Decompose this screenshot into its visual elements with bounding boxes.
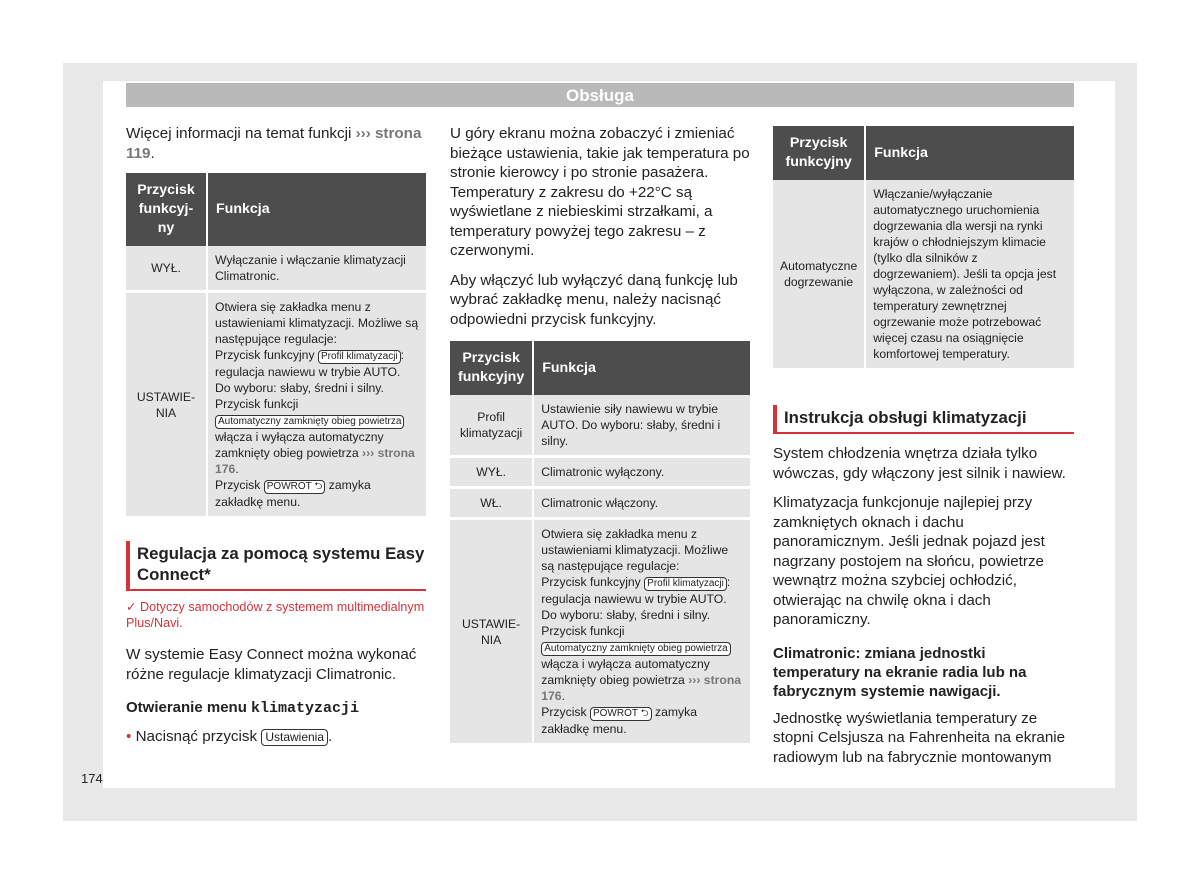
cell-key: Profil klimatyzacji	[450, 395, 533, 457]
col-header-function: Funkcja	[533, 341, 750, 395]
col-header-key: Przycisk funkcyjny	[773, 126, 865, 180]
back-button-label: POWRÓT ⮌	[590, 707, 652, 721]
paragraph: System chłodzenia wnętrza działa tylko wówczas, gdy włączony jest silnik i nawiew.	[773, 445, 1066, 482]
subheading: Otwieranie menu klimatyzacji	[126, 699, 360, 717]
paragraph: Aby włączyć lub wyłączyć daną funkcję lub wybrać zakładkę menu, należy nacisnąć odpowiedni przycisk funkcyjny.	[450, 271, 738, 328]
table-row	[450, 457, 750, 488]
page-reference[interactable]: ››› strona 176	[541, 673, 742, 703]
subheading: Climatronic: zmiana jednostki temperatury na ekranie radia lub na fabrycznym systemie nawigacji.	[773, 644, 1027, 700]
intro-paragraph: Więcej informacji na temat funkcji ››› strona 119.	[126, 125, 422, 162]
recirculation-button-label: Automatyczny zamknięty obieg powietrza	[541, 642, 730, 656]
column-3	[773, 124, 1074, 777]
col-header-function: Funkcja	[207, 173, 426, 246]
profile-button-label: Profil klimatyzacji	[644, 577, 727, 591]
page-reference[interactable]: ››› strona 119	[126, 125, 422, 162]
bullet-item: • Nacisnąć przycisk Ustawienia .	[126, 727, 333, 745]
paragraph: Klimatyzacja funkcjonuje najlepiej przy zamkniętych oknach i dachu panoramicznym. Jeśli jednak pojazd jest nagrzany postojem na słońcu, powietrze wewnątrz można szybciej ochłodzić, otwierając na chwilę okna i dach panoramiczny.	[773, 494, 1045, 628]
page-number: 174	[81, 771, 103, 786]
recirculation-button-label: Automatyczny zamknięty obieg powietrza	[215, 415, 404, 429]
table-row	[773, 180, 1074, 370]
page-reference[interactable]: ››› strona 176	[215, 446, 415, 476]
paragraph: U góry ekranu można zobaczyć i zmieniać bieżące ustawienia, takie jak temperatura po stronie kierowcy i po stronie pasażera. Temperatury z zakresu do +22°C są wyświetlane z niebieskimi strzałkami, a temperatury powyżej tego zakresu – z czerwonymi.	[450, 125, 750, 259]
table-row	[126, 292, 426, 518]
cell-function: Wyłączanie i włączanie klimatyzacji Climatronic.	[207, 246, 426, 292]
function-table-3	[773, 126, 1074, 371]
cell-function: Otwiera się zakładka menu z ustawieniami klimatyzacji. Możliwe są następujące regulacje: Przycisk funkcyjny Profil klimatyzacji : regulacja nawiewu w trybie AUTO. Do wyboru: słaby, średni i silny. Przycisk funkcji Automatyczny zamknięty obieg powietrza włącza i wyłącza automatyczny zamknięty obieg powietrza ››› strona 176. Przycisk POWRÓT ⮌ zamyka zakładkę menu.	[207, 292, 426, 518]
column-2	[450, 124, 750, 764]
table-row	[450, 488, 750, 519]
cell-key: WŁ.	[450, 488, 533, 519]
cell-function: Otwiera się zakładka menu z ustawieniami klimatyzacji. Możliwe są następujące regulacje: Przycisk funkcyjny Profil klimatyzacji : regulacja nawiewu w trybie AUTO. Do wyboru: słaby, średni i silny. Przycisk funkcji Automatyczny zamknięty obieg powietrza włącza i wyłącza automatyczny zamknięty obieg powietrza ››› strona 176. Przycisk POWRÓT ⮌ zamyka zakładkę menu.	[533, 519, 750, 745]
cell-key: WYŁ.	[450, 457, 533, 488]
col-header-key: Przycisk funkcyjny	[450, 341, 533, 395]
section-title-easy-connect: Regulacja za pomocą systemu Easy Connect*	[126, 541, 426, 591]
cell-key: USTAWIE-NIA	[450, 519, 533, 745]
table-row	[450, 519, 750, 745]
cell-key: USTAWIE-NIA	[126, 292, 207, 518]
paragraph: Jednostkę wyświetlania temperatury ze stopni Celsjusza na Fahrenheita na ekranie radiowym lub na fabrycznie montowanym	[773, 709, 1066, 766]
function-table-1	[126, 173, 426, 519]
section-header: Obsługa	[126, 83, 1074, 107]
function-table-2	[450, 341, 750, 746]
profile-button-label: Profil klimatyzacji	[318, 350, 401, 364]
paragraph: W systemie Easy Connect można wykonać różne regulacje klimatyzacji Climatronic.	[126, 646, 417, 683]
section-title-instructions: Instrukcja obsługi klimatyzacji	[773, 405, 1074, 434]
bullet-icon: •	[126, 727, 132, 745]
table-row	[126, 246, 426, 292]
cell-key: WYŁ.	[126, 246, 207, 292]
col-header-function: Funkcja	[865, 126, 1074, 180]
applicability-note: ✓ Dotyczy samochodów z systemem multimedialnym Plus/Navi.	[126, 600, 425, 630]
cell-key: Automatyczne dogrzewanie	[773, 180, 865, 370]
settings-button-label: Ustawienia	[261, 729, 328, 746]
cell-function: Ustawienie siły nawiewu w trybie AUTO. Do wyboru: słaby, średni i silny.	[533, 395, 750, 457]
cell-function: Climatronic wyłączony.	[533, 457, 750, 488]
table-row	[450, 395, 750, 457]
column-1	[126, 124, 426, 756]
cell-function: Climatronic włączony.	[533, 488, 750, 519]
back-button-label: POWRÓT ⮌	[264, 480, 326, 494]
cell-function: Włączanie/wyłączanie automatycznego uruchomienia dogrzewania dla wersji na rynki krajów o chłodniejszym klimacie (tylko dla silników z dogrzewaniem). Jeśli ta opcja jest wyłączona, w zależności od temperatury zewnętrznej ogrzewanie może potrzebować więcej czasu na osiągnięcie komfortowej temperatury.	[865, 180, 1074, 370]
col-header-key: Przycisk funkcyj-ny	[126, 173, 207, 246]
